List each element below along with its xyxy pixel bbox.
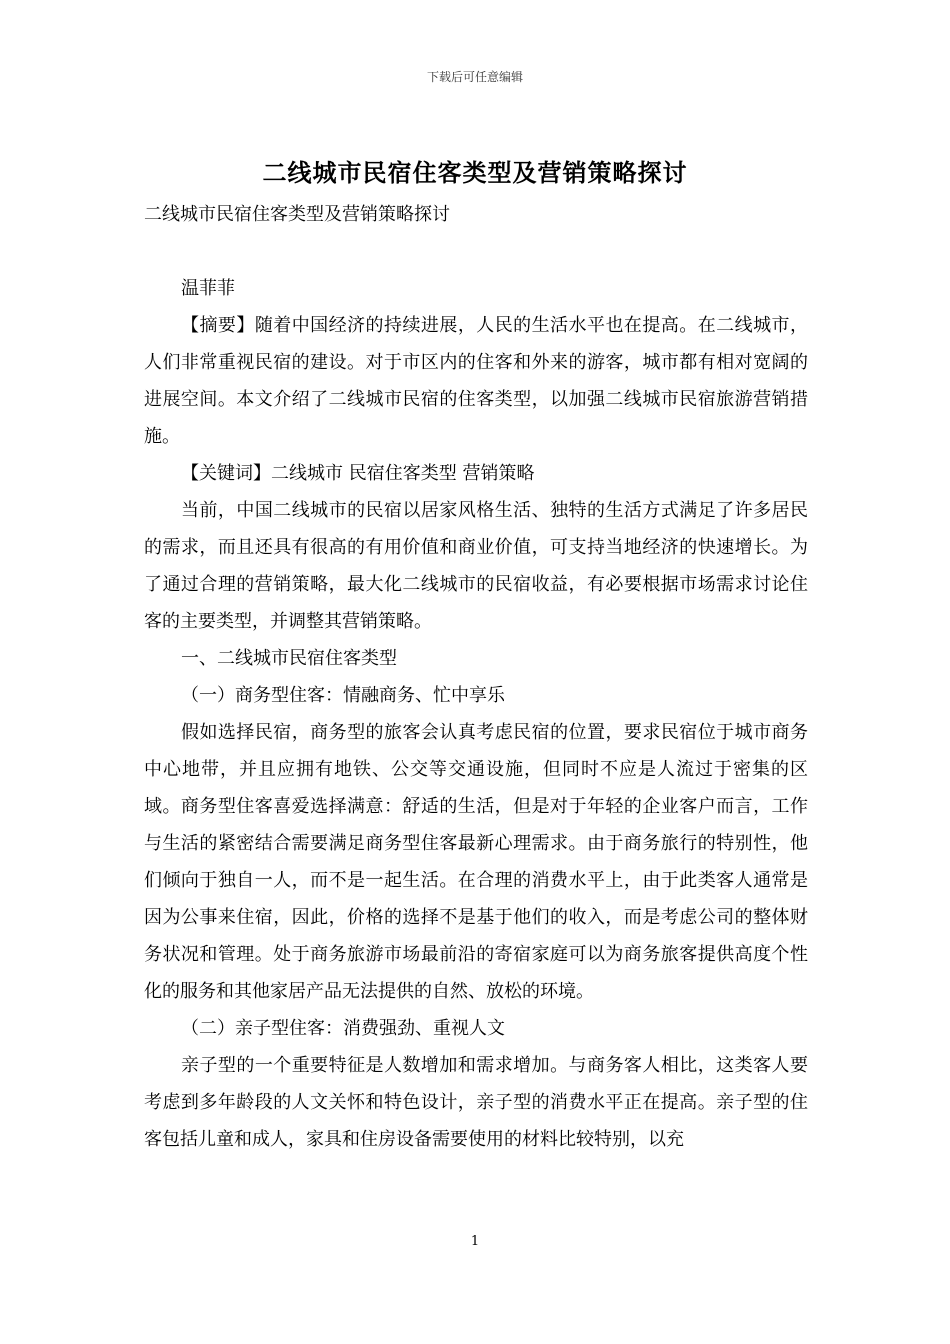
subsection-heading-family: （二）亲子型住客：消费强劲、重视人文 [181,1018,505,1039]
subtitle: 二线城市民宿住客类型及营销策略探讨 [144,204,450,225]
document-title: 二线城市民宿住客类型及营销策略探讨 [262,158,688,187]
document-body [144,196,808,1158]
page-number: 1 [470,1234,480,1249]
intro-paragraph: 当前，中国二线城市的民宿以居家风格生活、独特的生活方式满足了许多居民的需求，而且还具有很高的有用价值和商业价值，可支持当地经济的快速增长。为了通过合理的营销策略，最大化二线城市的民宿收益，有必要根据市场需求讨论住客的主要类型，并调整其营销策略。 [144,500,808,632]
abstract-paragraph: 【摘要】随着中国经济的持续进展，人民的生活水平也在提高。在二线城市，人们非常重视民宿的建设。对于市区内的住客和外来的游客，城市都有相对宽阔的进展空间。本文介绍了二线城市民宿的住客类型，以加强二线城市民宿旅游营销措施。 [144,315,808,447]
section-heading: 一、二线城市民宿住客类型 [181,648,397,669]
keywords-paragraph: 【关键词】二线城市 民宿住客类型 营销策略 [181,463,535,484]
author: 温菲菲 [181,278,235,299]
business-paragraph: 假如选择民宿，商务型的旅客会认真考虑民宿的位置，要求民宿位于城市商务中心地带，并且应拥有地铁、公交等交通设施，但同时不应是人流过于密集的区域。商务型住客喜爱选择满意：舒适的生活，但是对于年轻的企业客户而言，工作与生活的紧密结合需要满足商务型住客最新心理需求。由于商务旅行的特别性，他们倾向于独自一人，而不是一起生活。在合理的消费水平上，由于此类客人通常是因为公事来住宿，因此，价格的选择不是基于他们的收入，而是考虑公司的整体财务状况和管理。处于商务旅游市场最前沿的寄宿家庭可以为商务旅客提供高度个性化的服务和其他家居产品无法提供的自然、放松的环境。 [144,722,808,1002]
family-paragraph: 亲子型的一个重要特征是人数增加和需求增加。与商务客人相比，这类客人要考虑到多年龄段的人文关怀和特色设计，亲子型的消费水平正在提高。亲子型的住客包括儿童和成人，家具和住房设备需要使用的材料比较特别，以充 [144,1055,808,1150]
subsection-heading-business: （一）商务型住客：情融商务、忙中享乐 [181,685,505,706]
page-header: 下载后可任意编辑 [426,70,523,84]
blank-line [144,233,808,270]
